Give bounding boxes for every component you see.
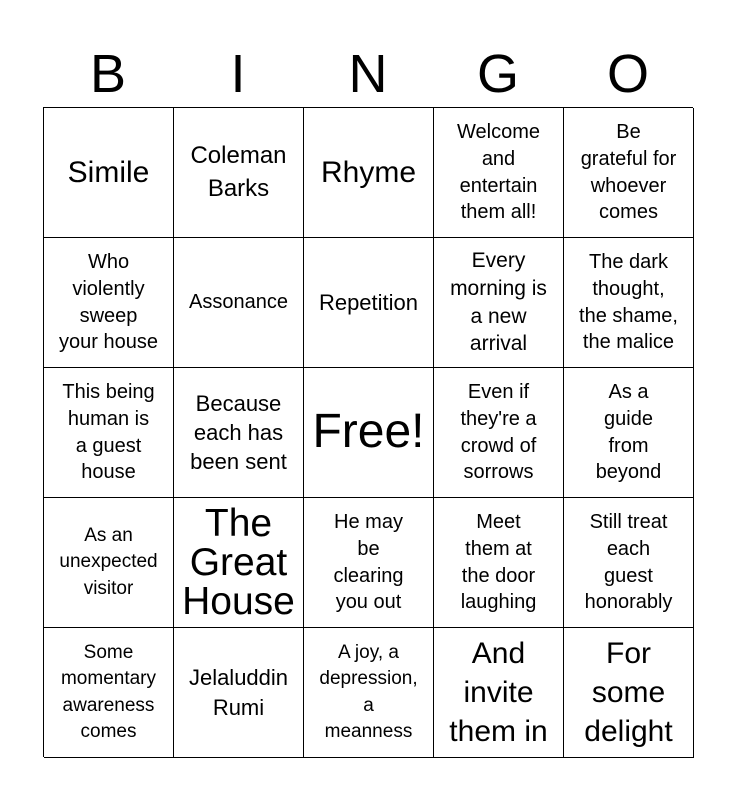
cell-text: Even if they're a crowd of sorrows <box>460 381 537 484</box>
cell-text: Some momentary awareness comes <box>60 642 157 742</box>
bingo-cell-r4-c2[interactable] <box>174 498 304 628</box>
bingo-cell-free[interactable] <box>304 368 434 498</box>
bingo-cell-r3-c4[interactable] <box>434 368 564 498</box>
cell-text: The Great House <box>182 502 295 623</box>
bingo-cell-r1-c1[interactable] <box>44 108 174 238</box>
bingo-cell-r4-c3[interactable] <box>304 498 434 628</box>
cell-text: As an unexpected visitor <box>59 525 158 599</box>
cell-text: The dark thought, the shame, the malice <box>579 251 678 354</box>
bingo-cell-r2-c4[interactable] <box>434 238 564 368</box>
header-letter-g: G <box>476 44 519 104</box>
bingo-cell-r1-c2[interactable] <box>174 108 304 238</box>
bingo-cell-r4-c1[interactable] <box>44 498 174 628</box>
cell-text: Who violently sweep your house <box>59 251 158 354</box>
cell-text: Meet them at the door laughing <box>460 511 537 614</box>
bingo-cell-r1-c4[interactable] <box>434 108 564 238</box>
bingo-cell-r2-c2[interactable] <box>174 238 304 368</box>
cell-text: Assonance <box>189 291 288 314</box>
header-letter-o: O <box>606 44 649 104</box>
free-space-text: Free! <box>312 405 425 459</box>
bingo-board <box>43 107 693 757</box>
cell-text: He may be clearing you out <box>333 511 404 614</box>
cell-text: Be grateful for whoever comes <box>580 121 677 224</box>
header-letter-b: B <box>89 44 127 104</box>
cell-text: This being human is a guest house <box>62 381 155 484</box>
cell-text: Because each has been sent <box>190 390 287 475</box>
bingo-cell-r2-c3[interactable] <box>304 238 434 368</box>
bingo-cell-r5-c4[interactable] <box>434 628 564 758</box>
cell-text: Welcome and entertain them all! <box>457 121 540 224</box>
bingo-cell-r3-c1[interactable] <box>44 368 174 498</box>
bingo-cell-r4-c5[interactable] <box>564 498 694 628</box>
bingo-cell-r3-c5[interactable] <box>564 368 694 498</box>
cell-text: And invite them in <box>449 637 548 748</box>
cell-text: Rhyme <box>320 156 417 189</box>
bingo-cell-r2-c1[interactable] <box>44 238 174 368</box>
cell-text: Jelaluddin Rumi <box>188 665 289 720</box>
bingo-cell-r5-c2[interactable] <box>174 628 304 758</box>
header-letter-i: I <box>230 44 246 104</box>
bingo-header <box>43 42 693 106</box>
bingo-cell-r2-c5[interactable] <box>564 238 694 368</box>
cell-text: Coleman Barks <box>190 142 287 202</box>
bingo-cell-r5-c5[interactable] <box>564 628 694 758</box>
bingo-cell-r5-c1[interactable] <box>44 628 174 758</box>
cell-text: A joy, a depression, a meanness <box>319 642 418 742</box>
bingo-cell-r4-c4[interactable] <box>434 498 564 628</box>
cell-text: Repetition <box>318 289 419 315</box>
cell-text: Still treat each guest honorably <box>584 511 673 614</box>
bingo-cell-r5-c3[interactable] <box>304 628 434 758</box>
cell-text: Simile <box>67 156 150 189</box>
bingo-cell-r3-c2[interactable] <box>174 368 304 498</box>
bingo-cell-r1-c3[interactable] <box>304 108 434 238</box>
bingo-cell-r1-c5[interactable] <box>564 108 694 238</box>
header-letter-n: N <box>348 44 388 104</box>
cell-text: As a guide from beyond <box>595 381 662 484</box>
cell-text: For some delight <box>584 637 673 748</box>
cell-text: Every morning is a new arrival <box>450 249 547 356</box>
